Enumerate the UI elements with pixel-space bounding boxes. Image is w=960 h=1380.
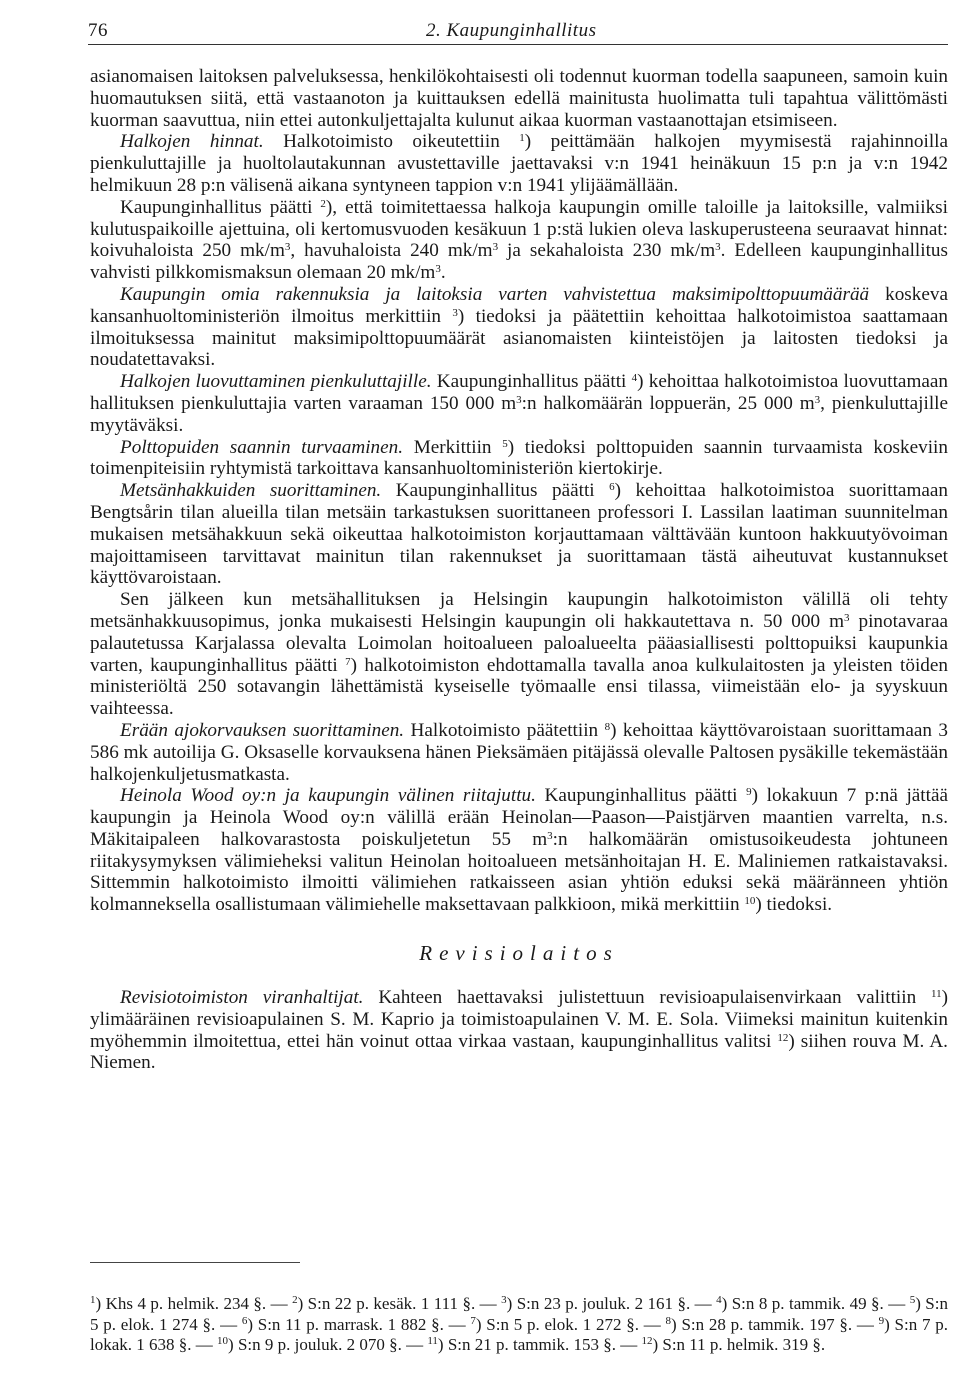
footnote-ref: 7 [345,655,351,668]
paragraph: Kaupungin omia rakennuksia ja laitoksia varten vahvistettua maksimipolttopuumäärää koskeva kansanhuoltoministeriön ilmoitus merkittiin $^3$) tiedoksi ja päätettiin kehoittaa halkotoimistoa saattamaan ilmoituksessa mainitut maksimipolttopuumäärät asianomaisten kiinteistöjen ja laitosten tiedoksi ja noudatettavaksi. [90,283,948,371]
footnote: $^6$) S:n 11 p. marrask. 1 882 §. — [241,1314,471,1334]
footnote: $^8$) S:n 28 p. tammik. 197 §. — [665,1314,879,1334]
footnotes [90,1294,948,1356]
paragraph-heading: Halkojen luovuttaminen pienkuluttajille. [120,371,432,393]
paragraph: asianomaisen laitoksen palveluksessa, henkilökohtaisesti oli todennut kuorman todella saapuneen, samoin kuin huomautuksen siitä, että vastaanoton ja kuittauksen edellä mainitusta huolimatta tuli tapahtua välittömästi kuorman saavuttua, niin ettei autonkuljettajalta kulunut aikaa kuorman vastaanottajan etsimiseen. [90,66,948,131]
footnote: $^9$) S:n 7 p. lokak. 1 638 §. — [90,1314,949,1354]
paragraph: Heinola Wood oy:n ja kaupungin välinen riitajuttu. Kaupunginhallitus päätti $^9$) lokakuun 7 p:nä jättää kaupungin ja Heinola Wood oy:n välillä erään Heinolan—Paason—Paistjärven maantien varrelta, n.s. Mäkitaipaleen halkovarastosta poiskuljetetun 55 $m^3:n$ halkomäärän omistusoikeudesta johtuneen riitakysymyksen välimieheksi valitun Heinolan hoitoalueen metsänhoitajan H. E. Maliniemen ratkaistavaksi. Sittemmin halkotoimisto ilmoitti välimiehen ratkaisseen asian yhtiön eduksi sekä määränneen yhtiön kolmanneksella osallistumaan välimiehelle maksettavaan palkkioon, mikä merkittiin $^{10}$) tiedoksi. [90,785,949,916]
footnote: $^{11}$) S:n 21 p. tammik. 153 §. — [427,1335,642,1354]
body-text [90,66,948,1074]
footnote-ref: 3 [452,306,458,319]
footnote: $^1$) Khs 4 p. helmik. 234 §. — [90,1294,293,1313]
paragraph-heading: Halkojen hinnat. [120,131,264,153]
paragraph-heading: Revisiotoimiston viranhaltijat. [120,987,364,1009]
footnote: $^2$) S:n 22 p. kesäk. 1 111 §. — [292,1294,502,1313]
header-rule [88,44,948,45]
footnote-ref: 4 [631,372,638,385]
footnote: $^7$) S:n 5 p. elok. 1 272 §. — [470,1314,666,1334]
footnote-ref: 9 [746,786,752,799]
paragraph: Kaupunginhallitus päätti $^2$), että toimitettaessa halkoja kaupungin omille taloille ja laitoksille, valmiiksi kulutuspaikoille ajettuina, oli kertomusvuoden kesäkuun 1 p:stä lukien oleva laskuperusteena seuraavat hinnat: koivuhaloista 250 $mk/m^3$, havuhaloista 240 $mk/m^3$ ja sekahaloista 230 $mk/m^3$. Edelleen kaupunginhallitus vahvisti pilkkomismaksun olemaan 20 $mk/m^3$. [90,196,948,284]
footnote: $^5$) S:n 5 p. elok. 1 274 §. — [90,1294,948,1334]
paragraph-heading: Polttopuiden saannin turvaaminen. [120,436,404,458]
footnote: $^4$) S:n 8 p. tammik. 49 §. — [716,1294,910,1313]
footnote: $^{10}$) S:n 9 p. jouluk. 2 070 §. — [217,1335,428,1354]
paragraph-heading: Heinola Wood oy:n ja kaupungin välinen riitajuttu. [120,785,536,807]
footnote-ref: 12 [777,1031,789,1044]
footnote-ref: 8 [604,720,611,733]
paragraph: Polttopuiden saannin turvaaminen. Merkittiin $^5$) tiedoksi polttopuiden saannin turvaamista koskeviin toimenpiteisiin ryhtymistä tarkoittava kansanhuoltoministeriön kiertokirje. [90,436,948,480]
footnote-ref: 10 [744,895,756,908]
paragraph: Halkojen hinnat. Halkotoimisto oikeutettiin $^1$) peittämään halkojen myymisestä rajahinnoilla pienkuluttajille ja huoltolautakunnan avustettaville jaettavaksi v:n 1941 heinäkuun 15 p:n ja v:n 1942 helmikuun 28 p:n välisenä aikana syntyneen tappion v:n 1941 ylijäämällään. [90,131,948,196]
footnote-ref: 6 [609,481,615,494]
paragraph: Revisiotoimiston viranhaltijat. Kahteen haettavaksi julistettuun revisioapulaisenvirkaan valittiin $^{11}$) ylimääräinen revisioapulainen S. M. Kaprio ja toimistoapulainen V. M. E. Sola. Viimeksi mainitun kuitenkin myöhemmin ilmoitettua, ettei hän voinut ottaa virkaa vastaan, kaupunginhallitus valitsi $^{12}$) siihen rouva M. A. Niemen. [90,987,948,1074]
paragraph-heading: Metsänhakkuiden suorittaminen. [120,480,382,502]
section-title: Revisiolaitos [419,941,619,966]
footnote-ref: 2 [320,197,326,210]
page-header [88,18,948,44]
paragraph: Sen jälkeen kun metsähallituksen ja Helsingin kaupungin halkotoimiston välillä oli tehty metsänhakkuusopimus, jonka mukaisesti Helsingin kaupungin oli hakkautettava n. 50 000 $m^3$ pinotavaraa palautetussa Karjalassa olevalta Loimolan hoitoalueen paloalueelta pääasiallisesti polttopuiksi kaupunkia varten, kaupunginhallitus päätti $^7$) halkotoimiston ehdottamalla tavalla anoa kulkulaitosten ja yleisten töiden ministeriöltä 250 sotavangin lähettämistä kyseiselle työmaalle ensi tilassa, viimeistään elo- ja syyskuun vaihteessa. [90,589,948,720]
running-title: 2. Kaupunginhallitus [426,20,597,41]
paragraph-heading: Erään ajokorvauksen suorittaminen. [120,719,405,741]
footnote-ref: 5 [502,437,508,450]
footnote-ref: 11 [931,988,942,1001]
footnote: $^{12}$) S:n 11 p. helmik. 319 §. [641,1335,826,1354]
paragraph: Erään ajokorvauksen suorittaminen. Halkotoimisto päätettiin $^8$) kehoittaa käyttövaroistaan suorittamaan 3 586 mk autoilija G. Oksaselle korvauksena hänen Pieksämäen pitäjässä olevalle Paltosen pysäkille tekemästään halkojenkuljetusmatkasta. [90,719,948,785]
footnote: $^3$) S:n 23 p. jouluk. 2 161 §. — [501,1294,717,1313]
paragraph-heading: Kaupungin omia rakennuksia ja laitoksia varten vahvistettua maksimipolttopuumäärää [120,283,870,305]
page-number: 76 [88,20,108,41]
footnote-rule [90,1262,300,1263]
footnote-ref: 1 [519,132,525,145]
paragraph: Metsänhakkuiden suorittaminen. Kaupunginhallitus päätti $^6$) kehoittaa halkotoimistoa suorittamaan Bengtsårin tilan alueilla tilan metsäin tarkastuksen suorittaneen professori I. Lassilan laatiman suunnitelman mukaisen metsähakkuun sekä oikeuttaa halkotoimiston korjauttamaan välttävään kuntoon hakkuutyövoiman majoittamiseen tarvittavat mainitun tilan rakennukset ja suorittamaan tästä aiheutuvat kustannukset käyttövaroistaan. [90,480,948,589]
paragraph: Halkojen luovuttaminen pienkuluttajille. Kaupunginhallitus päätti $^4$) kehoittaa halkotoimistoa luovuttamaan hallituksen pienkuluttajia varten varaaman 150 000 $m^3:n$ halkomäärän loppuerän, 25 000 $m^3$, pienkuluttajille myytäväksi. [90,371,948,436]
